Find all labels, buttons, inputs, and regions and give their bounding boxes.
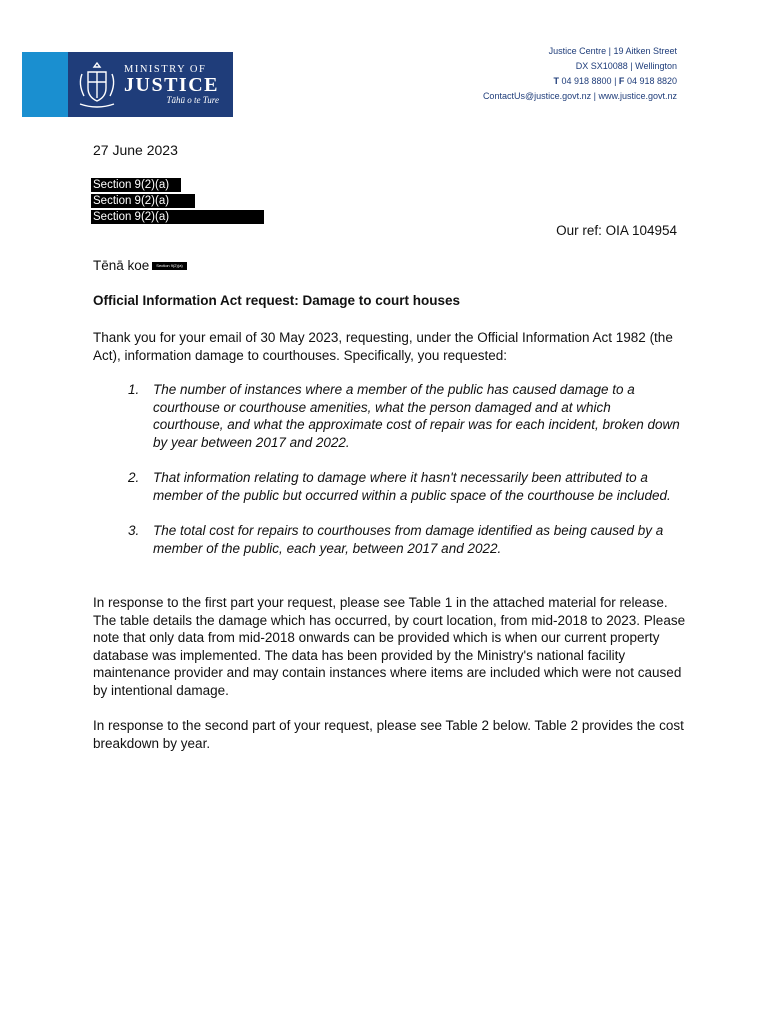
contact-block bbox=[483, 44, 677, 104]
letter-date: 27 June 2023 bbox=[93, 142, 178, 158]
response-paragraph-1: In response to the first part your request, please see Table 1 in the attached material for release. The table details the damage which has occurred, by court location, from mid-2018 to 2023. Please note that only data from mid-2018 onwards can be provided which is when our current property database was implemented. The data has been provided by the Ministry's national facility maintenance provider and may contain instances where items are included which were not caused by intentional damage. bbox=[93, 595, 686, 698]
letter-subject: Official Information Act request: Damage to court houses bbox=[93, 293, 461, 308]
list-item: 2. That information relating to damage where it hasn't necessarily been attributed to a member of the public but occurred within a public space of the courthouse be included. bbox=[128, 470, 671, 503]
redacted-address-1: Section 9(2)(a) bbox=[91, 194, 195, 208]
redacted-address-2: Section 9(2)(a) bbox=[91, 210, 264, 224]
contact-email-web[interactable]: ContactUs@justice.govt.nz | www.justice.govt.nz bbox=[482, 91, 677, 101]
contact-phone-fax: T 04 918 8800 | F 04 918 8820 bbox=[553, 76, 677, 86]
list-item: 1. The number of instances where a member of the public has caused damage to a courthouse or courthouse amenities, what the person damaged and at which courthouse, and what the approximate cost of repair was for each incident, broken down by year between 2017 and 2022. bbox=[128, 382, 680, 450]
ministry-logo bbox=[22, 52, 233, 117]
logo-maori-name: Tāhū o te Ture bbox=[166, 95, 219, 105]
greeting-redaction: Section 9(2)(a) bbox=[152, 262, 186, 270]
contact-address: Justice Centre | 19 Aitken Street bbox=[548, 46, 677, 56]
logo-justice: JUSTICE bbox=[124, 74, 219, 96]
logo-accent-bar bbox=[22, 52, 68, 117]
logo-ministry-of: MINISTRY OF bbox=[124, 64, 207, 75]
redacted-name: Section 9(2)(a) bbox=[91, 178, 181, 192]
intro-paragraph: Thank you for your email of 30 May 2023, requesting, under the Official Information Act 1982 (the Act), information damage to courthouses. Specifically, you requested: bbox=[93, 330, 673, 363]
our-reference: Our ref: OIA 104954 bbox=[556, 223, 677, 238]
coat-of-arms-icon bbox=[76, 60, 118, 110]
request-list bbox=[128, 381, 683, 575]
contact-dx: DX SX10088 | Wellington bbox=[575, 61, 677, 71]
list-item: 3. The total cost for repairs to courthouses from damage identified as being caused by a member of the public, each year, between 2017 and 2022. bbox=[128, 523, 664, 556]
greeting: Tēnā koe Section 9(2)(a) bbox=[93, 258, 187, 273]
response-paragraph-2: In response to the second part of your request, please see Table 2 below. Table 2 provides the cost breakdown by year. bbox=[93, 718, 684, 751]
